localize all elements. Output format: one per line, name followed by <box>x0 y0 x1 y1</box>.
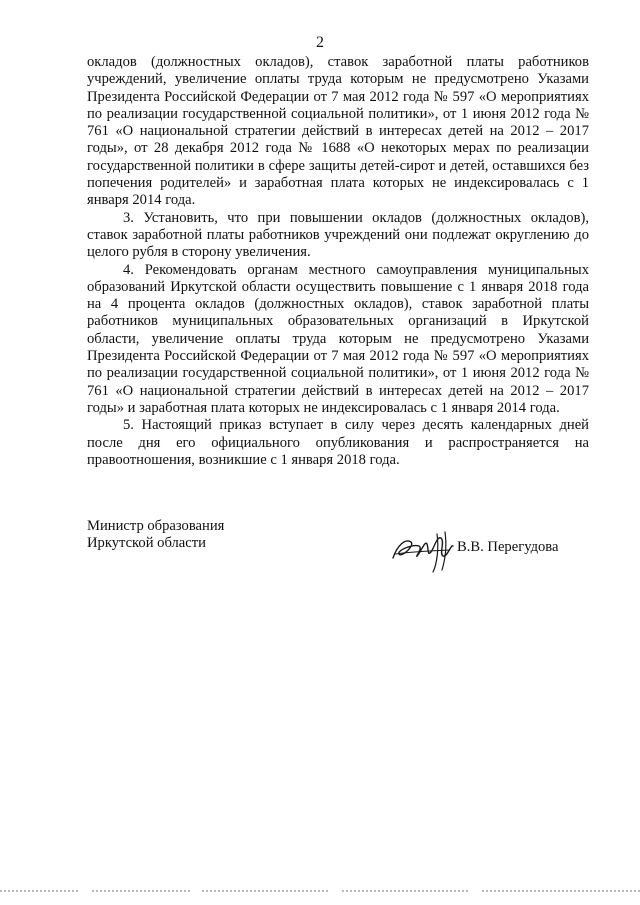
paragraph-item-3: 3. Установить, что при повышении окладов (должностных окладов), ставок заработной платы работников учреждений они подлежат округлению до целого рубля в сторону увеличения. <box>87 209 589 261</box>
footer-dotted-lines <box>0 888 640 894</box>
signature-block <box>87 518 589 578</box>
handwritten-signature-icon <box>387 524 457 574</box>
signatory-title-line-2: Иркутской области <box>87 535 206 552</box>
paragraph-item-5: 5. Настоящий приказ вступает в силу через десять календарных дней после дня его официального опубликования и распространяется на правоотношения, возникшие с 1 января 2018 года. <box>87 417 589 468</box>
paragraph-item-4: 4. Рекомендовать органам местного самоуправления муниципальных образований Иркутской области осуществить повышение с 1 января 2018 года на 4 процента окладов (должностных окладов), ставок заработной платы работников муниципальных образовательных организаций в Иркутской области, увеличение оплаты труда которым не предусмотрено Указами Президента Российской Федерации от 7 мая 2012 года № 597 «О мероприятиях по реализации государственной социальной политики», от 1 июня 2012 года № 761 «О национальной стратегии действий в интересах детей на 2012 – 2017 годы» и заработная плата которых не индексировалась с 1 января 2014 года. <box>87 261 589 416</box>
paragraph-continuation: окладов (должностных окладов), ставок заработной платы работников учреждений, увеличение оплаты труда которым не предусмотрено Указами Президента Российской Федерации от 7 мая 2012 года № 597 «О мероприятиях по реализации государственной социальной политики», от 1 июня 2012 года № 761 «О национальной стратегии действий в интересах детей на 2012 – 2017 годы», от 28 декабря 2012 года № 1688 «О некоторых мерах по реализации государственной политики в сфере защиты детей-сирот и детей, оставшихся без попечения родителей» и заработная плата которых не индексировалась с 1 января 2014 года. <box>87 54 589 209</box>
page-number: 2 <box>316 34 324 51</box>
signatory-name: В.В. Перегудова <box>457 539 559 555</box>
signatory-title-line-1: Министр образования <box>87 518 225 534</box>
signatory-title <box>87 518 224 553</box>
document-body <box>87 54 589 469</box>
